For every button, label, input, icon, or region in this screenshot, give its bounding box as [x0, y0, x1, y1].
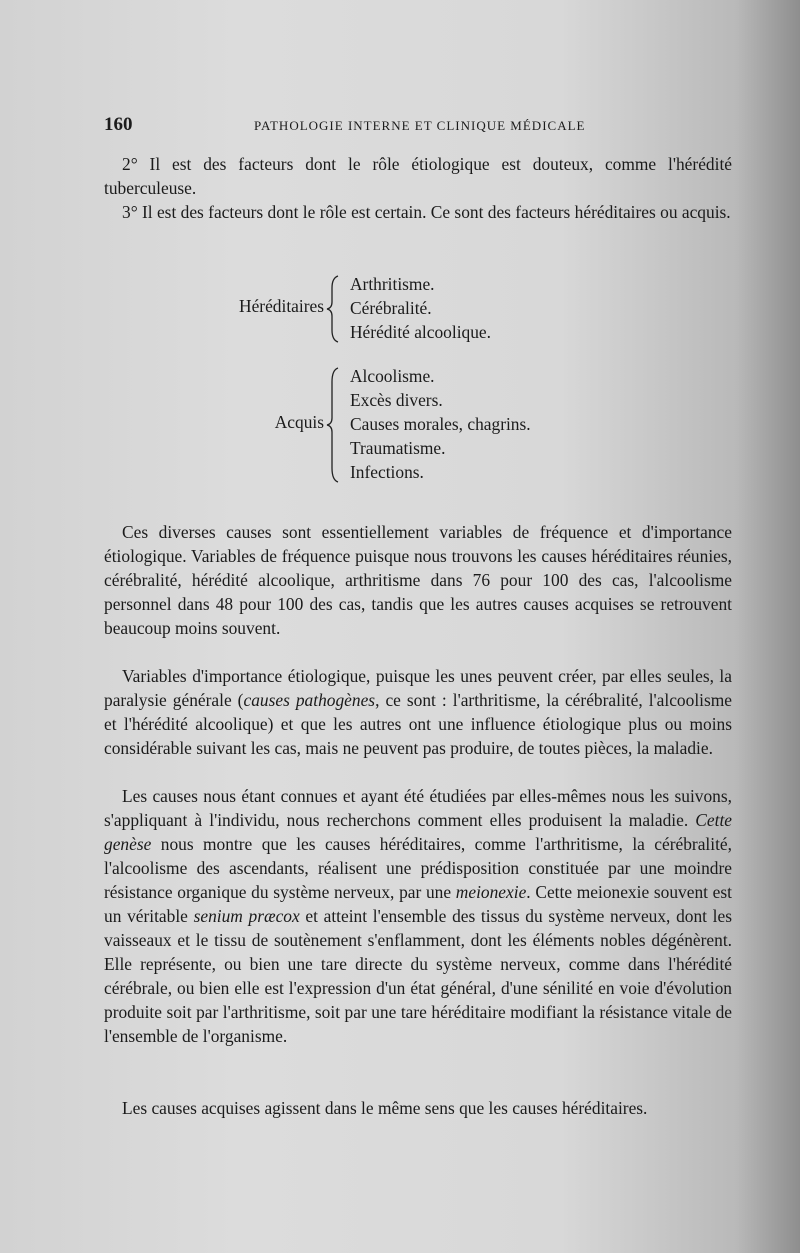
italic-term: causes pathogènes — [243, 690, 376, 710]
text-run: nous montre que les causes héréditaires, comme l'arthritisme, la cérébralité, l'alcoolisme des ascendants, réalisent une prédisposition constituée par une moindre résistance organique du système nerveux, par une — [104, 834, 732, 902]
hereditary-item: Arthritisme. — [350, 274, 435, 294]
intro-point-3: 3° Il est des facteurs dont le rôle est certain. Ce sont des facteurs héréditaires ou acquis. — [122, 202, 731, 222]
text-run: Variables d'importance étiologique, puisque les unes peuvent créer, par elles seules, la paralysie générale ( — [104, 666, 732, 710]
acquired-item: Excès divers. — [350, 390, 443, 410]
italic-term: senium præcox — [193, 906, 300, 926]
hereditary-items — [350, 272, 491, 344]
acquired-item: Infections. — [350, 462, 424, 482]
page-number: 160 — [104, 114, 133, 135]
acquired-items — [350, 364, 531, 484]
hereditary-item: Hérédité alcoolique. — [350, 322, 491, 342]
text-run: , ce sont : l'arthritisme, la cérébralité, l'alcoolisme et l'hérédité alcoolique) et que les autres ont une influence étiologique plus ou moins considérable suivant les cas, mais ne peuvent pas produire, de toutes pièces, la maladie. — [104, 690, 732, 758]
running-title: PATHOLOGIE INTERNE ET CLINIQUE MÉDICALE — [254, 118, 586, 133]
text-run: et atteint l'ensemble des tissus du système nerveux, dont les vaisseaux et le tissu de soutènement s'enflamment, dont les éléments nobles dégénèrent. Elle représente, ou bien une tare directe du système nerveux, comme dans l'hérédité cérébrale, ou bien elle est l'expression d'un état général, d'une sénilité en voie d'évolution produite soit par l'arthritisme, soit par une tare héréditaire modifiant la résistance vitale de l'ensemble de l'organisme. — [104, 906, 732, 1046]
brace-icon — [326, 366, 340, 484]
hereditary-label: Héréditaires — [239, 296, 324, 316]
paragraph-frequency: Ces diverses causes sont essentiellement variables de fréquence et d'importance étiologique. Variables de fréquence puisque nous trouvons les causes héréditaires réunies, cérébralité, hérédité alcoolique, arthritisme dans 76 pour 100 des cas, l'alcoolisme personnel dans 48 pour 100 des cas, tandis que les autres causes acquises se retrouvent beaucoup moins souvent. — [104, 522, 732, 638]
acquired-item: Traumatisme. — [350, 438, 446, 458]
page-header — [104, 114, 744, 138]
text-run: Les causes nous étant connues et ayant été étudiées par elles-mêmes nous les suivons, s'appliquant à l'individu, nous recherchons comment elles produisent la maladie. — [104, 786, 732, 830]
paragraph-genesis — [104, 784, 732, 1048]
acquired-label: Acquis — [274, 412, 324, 432]
text-run: . Cette meionexie souvent est un véritable — [104, 882, 733, 926]
hereditary-item: Cérébralité. — [350, 298, 432, 318]
intro-point-2: 2° Il est des facteurs dont le rôle étiologique est douteux, comme l'hérédité tuberculeuse. — [104, 154, 732, 198]
acquired-item: Alcoolisme. — [350, 366, 435, 386]
italic-term: Cette genèse — [104, 810, 732, 854]
italic-term: meionexie — [455, 882, 527, 902]
acquired-item: Causes morales, chagrins. — [350, 414, 531, 434]
brace-icon — [326, 274, 340, 344]
paragraph-acquired: Les causes acquises agissent dans le même sens que les causes héréditaires. — [122, 1098, 648, 1118]
paragraph-importance — [104, 664, 732, 760]
